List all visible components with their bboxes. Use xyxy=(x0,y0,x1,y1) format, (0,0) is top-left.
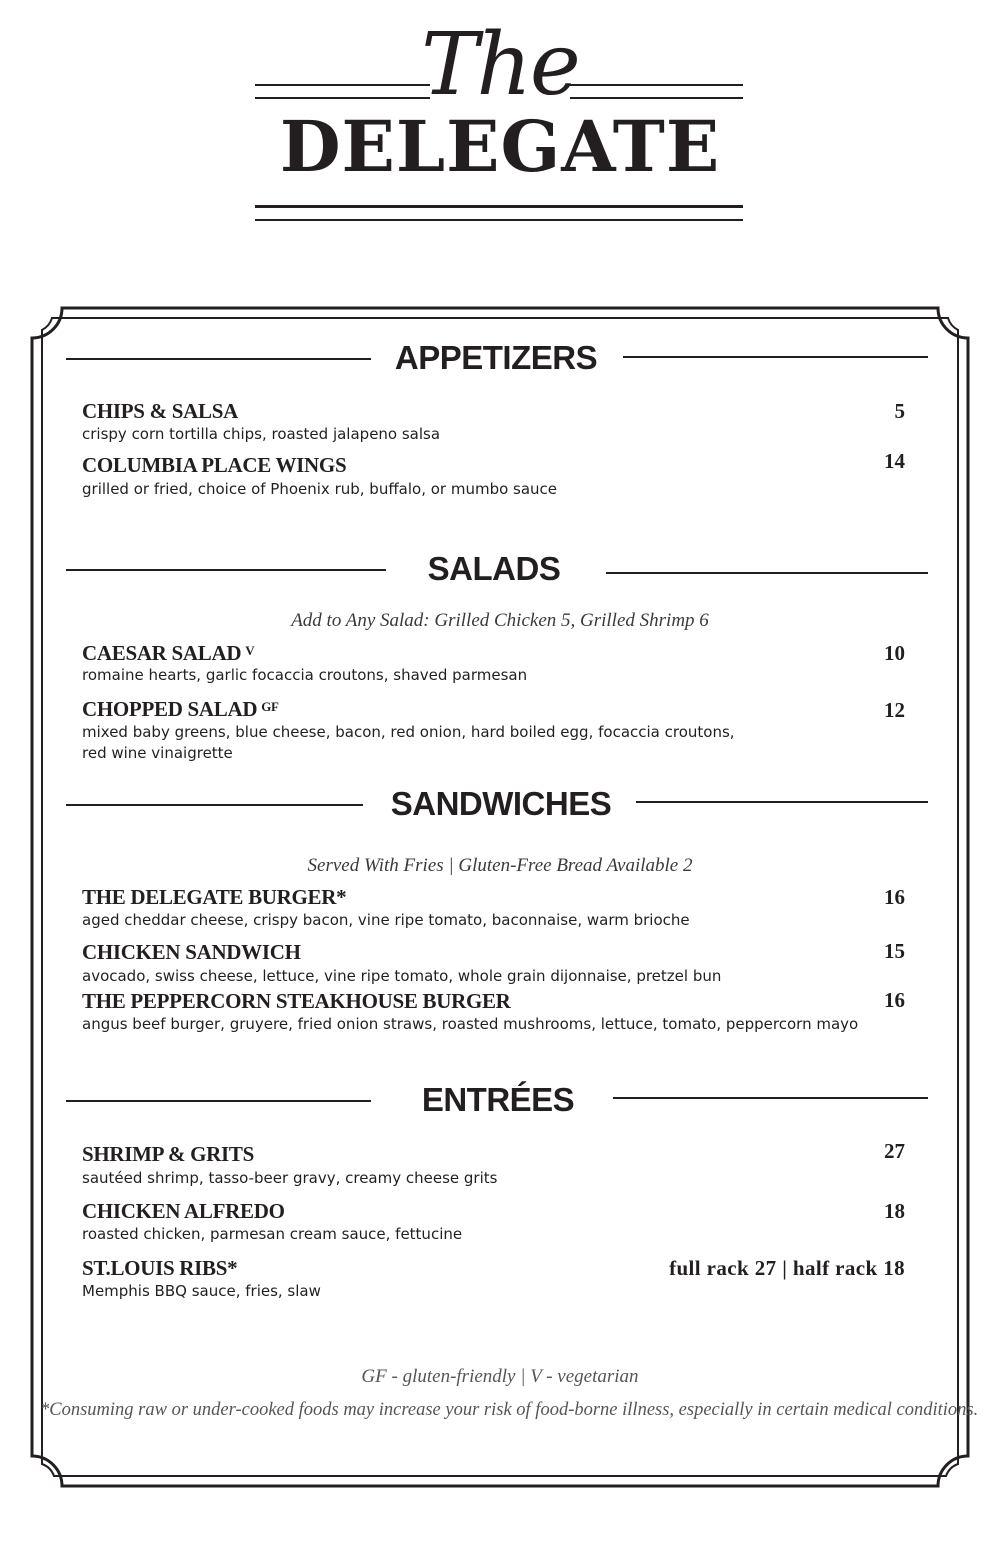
section-title-entrees: ENTRÉES xyxy=(421,1081,575,1118)
section-title-sandwiches: SANDWICHES xyxy=(390,785,612,822)
menu-item-name: SHRIMP & GRITS xyxy=(82,1142,254,1166)
logo-name: DELEGATE xyxy=(279,105,721,188)
section-header-sandwiches xyxy=(66,785,928,844)
menu-item-desc: angus beef burger, gruyere, fried onion straws, roasted mushrooms, lettuce, tomato, peppercorn mayo xyxy=(82,1015,859,1033)
menu-item-desc: romaine hearts, garlic focaccia croutons, shaved parmesan xyxy=(82,666,528,684)
menu-item-price: 27 xyxy=(884,1139,905,1163)
section-header-entrees xyxy=(66,1081,928,1140)
logo-the: The xyxy=(421,15,579,115)
section-header-salads xyxy=(66,550,928,609)
menu-item-desc: sautéed shrimp, tasso-beer gravy, creamy cheese grits xyxy=(82,1169,498,1187)
header-rule xyxy=(623,356,928,358)
logo xyxy=(0,0,1000,240)
menu-item-name: CHIPS & SALSA xyxy=(82,399,238,423)
menu-item-desc: aged cheddar cheese, crispy bacon, vine ripe tomato, baconnaise, warm brioche xyxy=(82,911,690,929)
menu-item-desc: roasted chicken, parmesan cream sauce, fettucine xyxy=(82,1225,463,1243)
diet-tag: V xyxy=(245,643,255,658)
menu-item-price: 14 xyxy=(884,449,905,473)
logo-rule xyxy=(570,84,743,86)
menu-item-price: 16 xyxy=(884,988,905,1012)
menu-item-name xyxy=(82,641,254,665)
menu-item-price: full rack 27 | half rack 18 xyxy=(669,1256,905,1280)
menu-item-price: 12 xyxy=(884,698,905,722)
menu-item-price: 5 xyxy=(894,399,905,423)
menu-item-name: CHICKEN SANDWICH xyxy=(82,940,301,964)
header-rule xyxy=(636,801,928,803)
logo-rule xyxy=(255,97,430,99)
header-rule xyxy=(606,572,928,574)
header-rule xyxy=(613,1097,928,1099)
menu-item-desc: avocado, swiss cheese, lettuce, vine ripe tomato, whole grain dijonnaise, pretzel bun xyxy=(82,967,722,985)
logo-rule xyxy=(255,205,743,208)
menu-item-title: CAESAR SALAD xyxy=(82,641,242,665)
logo-rule xyxy=(255,219,743,221)
sandwich-note: Served With Fries | Gluten-Free Bread Available 2 xyxy=(307,855,693,876)
menu-item-price: 10 xyxy=(884,641,905,665)
menu-item-price: 15 xyxy=(884,939,905,963)
header-rule xyxy=(66,1100,371,1102)
diet-tag: GF xyxy=(261,699,279,714)
menu-item-price: 18 xyxy=(884,1199,905,1223)
header-rule xyxy=(66,804,363,806)
raw-food-warning: *Consuming raw or under-cooked foods may increase your risk of food-borne illness, especially in certain medical conditions. xyxy=(40,1400,979,1420)
section-title-salads: SALADS xyxy=(427,550,561,587)
section-header-appetizers xyxy=(66,339,928,398)
menu-item-title: CHOPPED SALAD xyxy=(82,697,258,721)
menu-item-desc: mixed baby greens, blue cheese, bacon, red onion, hard boiled egg, focaccia croutons, red wine vinaigrette xyxy=(82,723,735,762)
header-rule xyxy=(66,358,371,360)
menu-item-name: COLUMBIA PLACE WINGS xyxy=(82,453,347,477)
header-rule xyxy=(66,569,386,571)
menu-item-name: ST.LOUIS RIBS* xyxy=(82,1256,238,1280)
salad-addon-note: Add to Any Salad: Grilled Chicken 5, Grilled Shrimp 6 xyxy=(291,610,709,631)
menu-item-desc: crispy corn tortilla chips, roasted jalapeno salsa xyxy=(82,425,441,443)
section-title-appetizers: APPETIZERS xyxy=(394,339,598,376)
logo-rule xyxy=(570,97,743,99)
menu-item-desc: grilled or fried, choice of Phoenix rub, buffalo, or mumbo sauce xyxy=(82,480,558,498)
menu-item-price: 16 xyxy=(884,885,905,909)
menu-item-name: CHICKEN ALFREDO xyxy=(82,1199,285,1223)
menu-item-name: THE DELEGATE BURGER* xyxy=(82,885,347,909)
menu-item-name: THE PEPPERCORN STEAKHOUSE BURGER xyxy=(82,989,511,1013)
dietary-key: GF - gluten-friendly | V - vegetarian xyxy=(361,1366,639,1387)
logo-rule xyxy=(255,84,430,86)
menu-item-name xyxy=(82,697,279,721)
menu-item-desc: Memphis BBQ sauce, fries, slaw xyxy=(82,1282,321,1300)
